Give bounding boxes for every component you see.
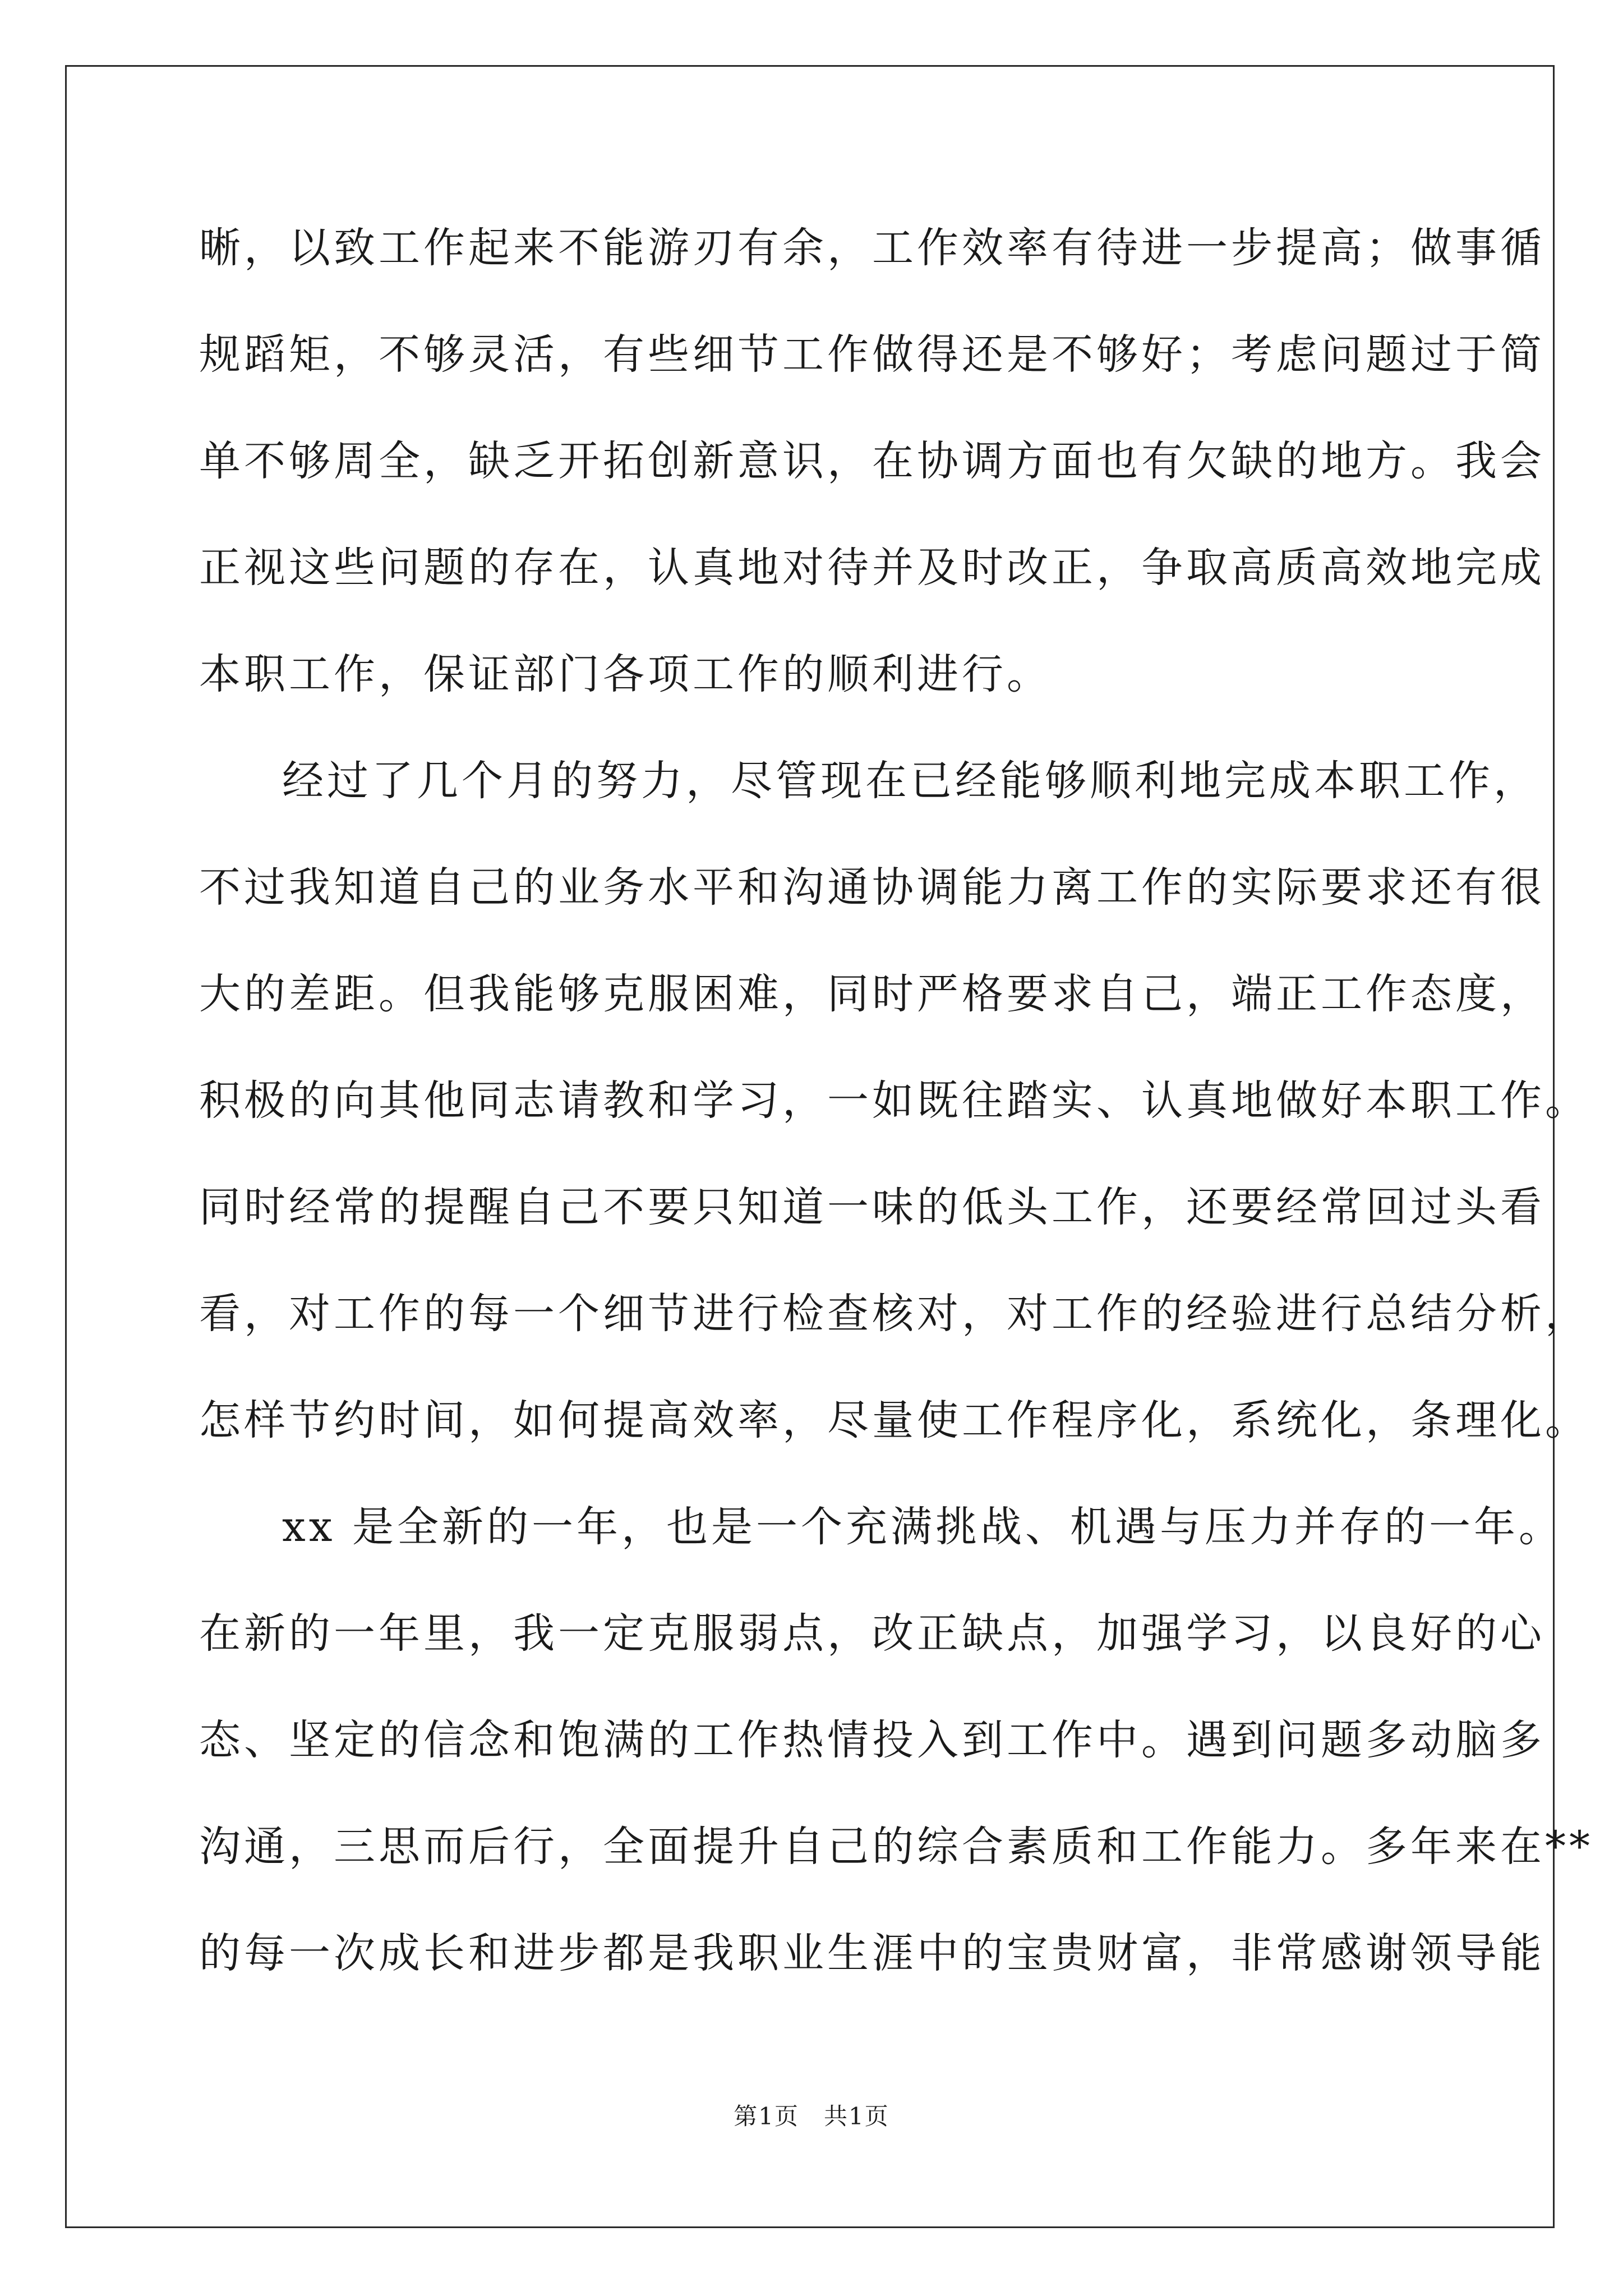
text-line: 规蹈矩，不够灵活，有些细节工作做得还是不够好；考虑问题过于简 bbox=[199, 330, 1545, 379]
text-line: 积极的向其他同志请教和学习，一如既往踏实、认真地做好本职工作。 bbox=[199, 1076, 1590, 1125]
text-line: 晰，以致工作起来不能游刃有余，工作效率有待进一步提高；做事循 bbox=[199, 224, 1545, 272]
text-line: 大的差距。但我能够克服困难，同时严格要求自己，端正工作态度， bbox=[199, 970, 1545, 1018]
text-line: 看，对工作的每一个细节进行检查核对，对工作的经验进行总结分析， bbox=[199, 1290, 1590, 1338]
text-line: 不过我知道自己的业务水平和沟通协调能力离工作的实际要求还有很 bbox=[199, 863, 1545, 912]
paragraph-first-line: xx 是全新的一年，也是一个充满挑战、机遇与压力并存的一年。 bbox=[282, 1503, 1564, 1551]
text-line: 同时经常的提醒自己不要只知道一味的低头工作，还要经常回过头看 bbox=[199, 1183, 1545, 1231]
text-line: 怎样节约时间，如何提高效率，尽量使工作程序化，系统化，条理化。 bbox=[199, 1396, 1590, 1444]
document-body bbox=[199, 214, 1593, 2026]
paragraph-first-line: 经过了几个月的努力，尽管现在已经能够顺利地完成本职工作， bbox=[282, 757, 1538, 805]
text-line: 本职工作，保证部门各项工作的顺利进行。 bbox=[199, 650, 1052, 698]
text-line: 在新的一年里，我一定克服弱点，改正缺点，加强学习，以良好的心 bbox=[199, 1609, 1545, 1658]
text-line: 正视这些问题的存在，认真地对待并及时改正，争取高质高效地完成 bbox=[199, 544, 1545, 592]
text-line: 的每一次成长和进步都是我职业生涯中的宝贵财富，非常感谢领导能 bbox=[199, 1929, 1545, 1977]
page-footer: 第1页 共1页 bbox=[734, 2102, 889, 2130]
text-line: 态、坚定的信念和饱满的工作热情投入到工作中。遇到问题多动脑多 bbox=[199, 1716, 1545, 1764]
text-line: 沟通，三思而后行，全面提升自己的综合素质和工作能力。多年来在** bbox=[199, 1823, 1593, 1871]
text-line: 单不够周全，缺乏开拓创新意识，在协调方面也有欠缺的地方。我会 bbox=[199, 437, 1545, 485]
